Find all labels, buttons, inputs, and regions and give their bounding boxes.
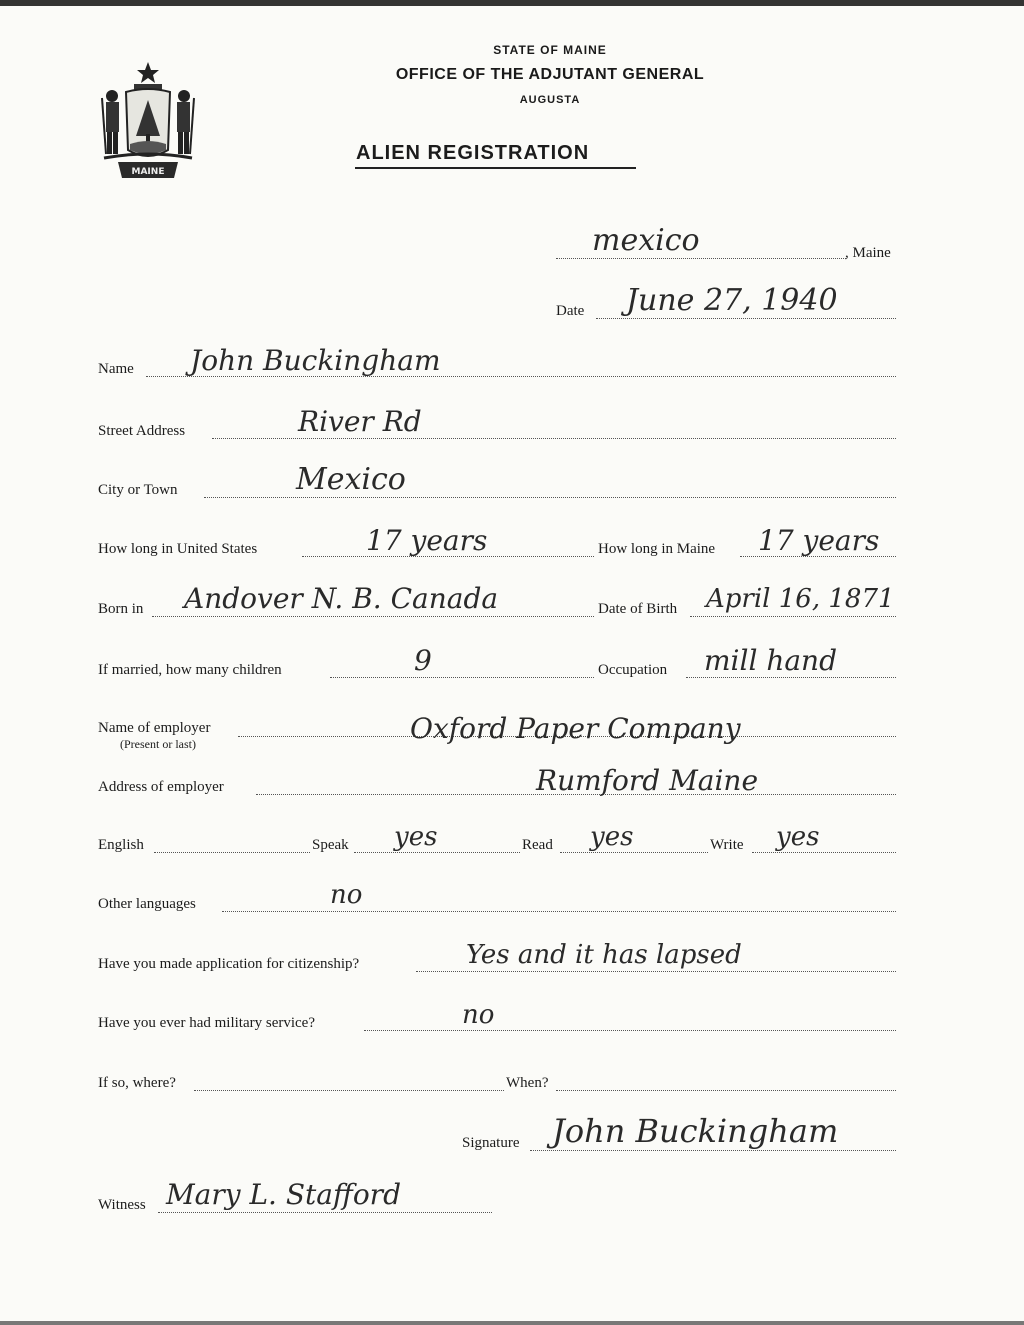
employer-label: Name of employer (98, 720, 211, 736)
street-line (212, 438, 896, 439)
date-value: June 27, 1940 (626, 283, 838, 318)
svg-text:MAINE: MAINE (131, 167, 165, 177)
employer-value: Oxford Paper Company (410, 712, 741, 745)
occupation-line (686, 677, 896, 678)
write-value: yes (776, 822, 820, 852)
write-line (752, 852, 896, 853)
state-seal-icon (96, 58, 200, 184)
children-value: 9 (414, 644, 432, 677)
signature-label: Signature (462, 1135, 520, 1151)
citizenship-label: Have you made application for citizenship? (98, 956, 360, 972)
town-line (556, 258, 846, 259)
city-heading: AUGUSTA (519, 94, 581, 106)
born-label: Born in (98, 601, 144, 617)
city-value: Mexico (296, 462, 406, 497)
employer-address-label: Address of employer (98, 779, 224, 795)
speak-line (354, 852, 520, 853)
speak-value: yes (394, 822, 438, 852)
citizenship-value: Yes and it has lapsed (466, 940, 742, 970)
employer-address-value: Rumford Maine (536, 764, 759, 797)
children-label: If married, how many children (98, 662, 282, 678)
when-label: When? (506, 1075, 549, 1091)
read-value: yes (590, 822, 634, 852)
state-heading: STATE OF MAINE (493, 43, 607, 57)
citizenship-line (416, 971, 896, 972)
us-years-label: How long in United States (98, 541, 258, 557)
town-label: , Maine (845, 245, 891, 261)
occupation-label: Occupation (598, 662, 668, 678)
scan-border-top (0, 0, 1024, 6)
us-years-value: 17 years (366, 524, 488, 557)
signature-value: John Buckingham (552, 1112, 839, 1150)
street-value: River Rd (298, 405, 422, 438)
town-value: mexico (592, 223, 700, 258)
title-underline (355, 167, 636, 169)
maine-years-label: How long in Maine (598, 541, 716, 557)
name-label: Name (98, 361, 134, 377)
read-line (560, 852, 708, 853)
when-line (556, 1090, 896, 1091)
date-line (596, 318, 896, 319)
occupation-value: mill hand (704, 644, 837, 677)
military-label: Have you ever had military service? (98, 1015, 315, 1031)
where-label: If so, where? (98, 1075, 176, 1091)
office-heading: OFFICE OF THE ADJUTANT GENERAL (395, 66, 705, 83)
name-value: John Buckingham (190, 344, 441, 377)
write-label: Write (710, 837, 744, 853)
children-line (330, 677, 594, 678)
english-label: English (98, 837, 144, 853)
witness-label: Witness (98, 1197, 146, 1213)
witness-line (158, 1212, 492, 1213)
city-label: City or Town (98, 482, 178, 498)
maine-years-value: 17 years (758, 524, 880, 557)
speak-label: Speak (312, 837, 349, 853)
city-line (204, 497, 896, 498)
dob-line (690, 616, 896, 617)
other-languages-line (222, 911, 896, 912)
english-line (154, 852, 310, 853)
other-languages-label: Other languages (98, 896, 196, 912)
date-label: Date (556, 303, 585, 319)
military-line (364, 1030, 896, 1031)
dob-value: April 16, 1871 (706, 584, 895, 614)
read-label: Read (522, 837, 553, 853)
form-title: ALIEN REGISTRATION (356, 142, 590, 164)
signature-line (530, 1150, 896, 1151)
dob-label: Date of Birth (598, 601, 678, 617)
street-label: Street Address (98, 423, 186, 439)
employer-sublabel: (Present or last) (120, 737, 196, 751)
witness-value: Mary L. Stafford (166, 1178, 401, 1211)
born-value: Andover N. B. Canada (184, 582, 499, 615)
scan-border-bottom (0, 1321, 1024, 1325)
born-line (152, 616, 594, 617)
other-languages-value: no (330, 880, 363, 910)
military-value: no (462, 1000, 495, 1030)
where-line (194, 1090, 504, 1091)
